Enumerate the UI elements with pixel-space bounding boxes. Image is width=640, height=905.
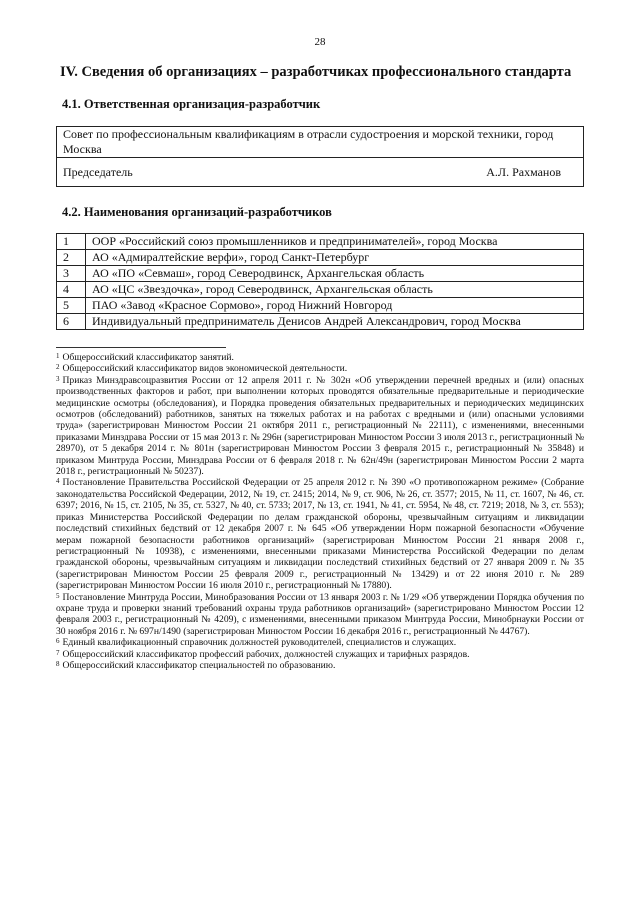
footnote-text: Постановление Минтруда России, Минобразования России от 13 января 2003 г. № 1/29 «Об утверждении Порядка обучения по охране труда и проверки знаний требований охраны труда работников организаций» (зарегистрировано Минюстом России 12 февраля 2003 г., регистрационный № 4209), с изменениями, внесенными приказом Минтруда России, Минобрнауки России от 30 ноября 2016 г. № 697н/1490 (зарегистрирован Минюстом России 16 декабря 2016 г., регистрационный № 44767).: [56, 591, 584, 637]
footnote: [56, 352, 584, 363]
row-number: 3: [57, 266, 86, 282]
table-row: [57, 234, 584, 250]
footnote: [56, 660, 584, 671]
table-row: [57, 266, 584, 282]
signatory-name: А.Л. Рахманов: [486, 164, 561, 179]
table-row: [57, 298, 584, 314]
table-row: [57, 127, 584, 158]
footnote-mark: 8: [56, 659, 60, 668]
row-number: 2: [57, 250, 86, 266]
footnote-text: Общероссийский классификатор занятий.: [62, 352, 234, 363]
footnote: [56, 592, 584, 638]
footnote-mark: 5: [56, 591, 60, 600]
footnotes: [56, 352, 584, 671]
row-number: 4: [57, 282, 86, 298]
page-number: 28: [314, 36, 326, 48]
row-number: 5: [57, 298, 86, 314]
footnote-text: Единый квалификационный справочник должностей руководителей, специалистов и служащих.: [62, 637, 457, 649]
footnote-mark: 4: [56, 477, 60, 486]
table-row: [57, 158, 584, 187]
org-name: ПАО «Завод «Красное Сормово», город Нижний Новгород: [86, 298, 584, 314]
signature-cell: [57, 158, 584, 187]
footnote-separator: [56, 347, 226, 348]
footnote-text: Общероссийский классификатор видов экономической деятельности.: [62, 363, 348, 375]
row-number: 6: [57, 314, 86, 330]
developer-orgs-table: [56, 233, 584, 330]
table-row: [57, 314, 584, 330]
footnote-mark: 3: [56, 374, 60, 383]
table-row: [57, 282, 584, 298]
section-title: IV. Сведения об организациях – разработчиках профессионального стандарта: [60, 64, 572, 80]
footnote: [56, 375, 584, 478]
footnote-mark: 7: [56, 648, 60, 657]
org-name: АО «Адмиралтейские верфи», город Санкт-Петербург: [86, 250, 584, 266]
responsible-org-name: Совет по профессиональным квалификациям в отрасли судостроения и морской техники, город Москва: [57, 127, 584, 158]
signature-row: [63, 165, 577, 180]
footnote: [56, 477, 584, 591]
footnote-text: Постановление Правительства Российской Федерации от 25 апреля 2012 г. № 390 «О противопожарном режиме» (Собрание законодательства Российской Федерации, 2012, № 19, ст. 2415; 2014, № 9, ст. 906, № 26, ст. 3577; 2015, № 11, ст. 1607, № 46, ст. 6397; 2016, № 15, ст. 2105, № 35, ст. 5327, № 40, ст. 5733; 2017, № 13, ст. 1941, № 41, ст. 5954, № 48, ст. 7219; 2018, № 3, ст. 553); приказ Министерства Российской Федерации по делам гражданской обороны, чрезвычайным ситуациям и ликвидации последствий стихийных бедствий от 12 декабря 2007 г. № 645 «Об утверждении Норм пожарной безопасности «Обучение мерам пожарной безопасности работников организаций» (зарегистрирован Минюстом России 21 января 2008 г., регистрационный № 10938), с изменениями, внесенными приказами Министерства Российской Федерации по делам гражданской обороны, чрезвычайным ситуациям и ликвидации последствий стихийных бедствий от 27 января 2009 г. № 35 (зарегистрирован Минюстом России 25 февраля 2009 г., регистрационный № 13429) и от 22 июня 2010 г. № 289 (зарегистрирован Минюстом России 16 июля 2010 г., регистрационный № 17880).: [56, 477, 584, 592]
footnote-mark: 2: [56, 363, 60, 372]
footnote: [56, 363, 584, 374]
footnote: [56, 649, 584, 660]
table-row: [57, 250, 584, 266]
responsible-org-title: 4.1. Ответственная организация-разработчик: [62, 97, 321, 111]
org-name: АО «ПО «Севмаш», город Северодвинск, Архангельская область: [86, 266, 584, 282]
developer-orgs-title: 4.2. Наименования организаций-разработчиков: [62, 205, 332, 219]
org-name: АО «ЦС «Звездочка», город Северодвинск, Архангельская область: [86, 282, 584, 298]
signatory-position: Председатель: [63, 164, 133, 179]
footnote: [56, 637, 584, 648]
footnote-text: Общероссийский классификатор специальностей по образованию.: [62, 659, 336, 671]
org-name: Индивидуальный предприниматель Денисов Андрей Александрович, город Москва: [86, 314, 584, 330]
footnote-mark: 1: [56, 352, 60, 360]
org-name: ООР «Российский союз промышленников и предпринимателей», город Москва: [86, 234, 584, 250]
footnote-text: Общероссийский классификатор профессий рабочих, должностей служащих и тарифных разрядов.: [62, 648, 470, 660]
footnote-mark: 6: [56, 637, 60, 646]
footnote-text: Приказ Минздравсоцразвития России от 12 апреля 2011 г. № 302н «Об утверждении перечней вредных и (или) опасных производственных факторов и работ, при выполнении которых проводятся обязательные предварительные и периодические медицинские осмотры (обследования), и Порядка проведения обязательных предварительных и периодических медицинских осмотров (обследований) работников, занятых на тяжелых работах и на работах с вредными и (или) опасными условиями труда» (зарегистрирован Минюстом России 21 октября 2011 г., регистрационный № 22111), с изменениями, внесенными приказами Минздрава России от 15 мая 2013 г. № 296н (зарегистрирован Минюстом России 3 июля 2013 г., регистрационный № 28970), от 5 декабря 2014 г. № 801н (зарегистрирован Минюстом России 3 февраля 2015 г., регистрационный № 35848) и приказом Минтруда России, Минздрава России от 6 февраля 2018 г. № 62н/49н (зарегистрирован Минюстом России 2 марта 2018 г., регистрационный № 50237).: [56, 374, 584, 478]
responsible-org-table: [56, 126, 584, 187]
row-number: 1: [57, 234, 86, 250]
